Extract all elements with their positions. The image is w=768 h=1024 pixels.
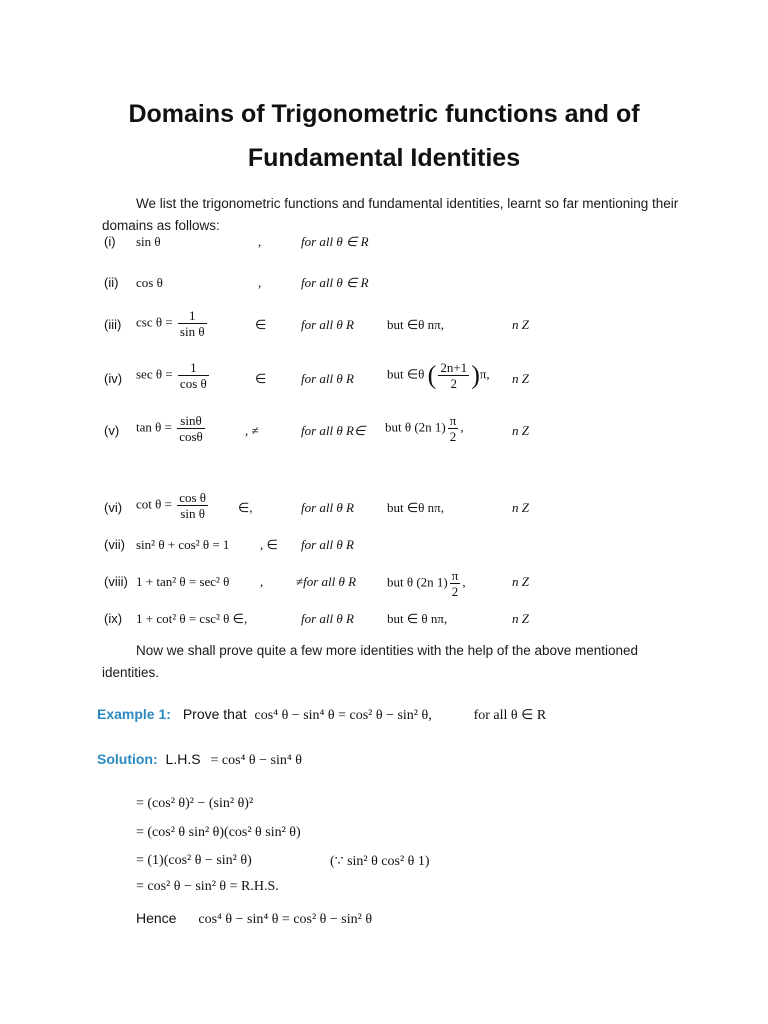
solution-step: = (cos² θ)² − (sin² θ)²	[136, 796, 254, 811]
item-symbol: ,	[258, 234, 262, 249]
item-number: (vi)	[104, 500, 123, 515]
item-domain: ≠for all θ R	[296, 574, 357, 589]
item-number: (ii)	[104, 275, 119, 290]
item-symbol: ∈,	[238, 500, 253, 515]
fraction	[178, 308, 207, 339]
list-item	[100, 234, 700, 274]
fraction	[438, 360, 469, 391]
item-exception-tail: ,	[462, 574, 466, 590]
title-line-2: Fundamental Identities	[247, 144, 521, 172]
intro-paragraph	[102, 193, 682, 237]
item-number: (v)	[104, 423, 120, 438]
close-paren: )	[471, 360, 480, 390]
item-expression: sin² θ + cos² θ = 1	[136, 537, 230, 552]
hence-label: Hence	[136, 910, 177, 926]
fraction-denominator: 2	[451, 584, 459, 599]
intro-text: We list the trigonometric functions and fundamental identities, learnt so far mentioning their domains as follows:	[102, 196, 679, 233]
example-prove-text: Prove that	[182, 706, 247, 722]
fraction-numerator: π	[449, 413, 457, 428]
paragraph-text: Now we shall prove quite a few more identities with the help of the above mentioned identities.	[102, 643, 639, 680]
conclusion	[136, 910, 372, 928]
item-number: (iv)	[104, 371, 123, 386]
item-exception: but ∈θ nπ,	[387, 500, 444, 515]
item-exception: but ∈θ nπ,	[387, 317, 444, 332]
example-statement: cos⁴ θ − sin⁴ θ = cos² θ − sin² θ,	[254, 708, 432, 723]
fraction-numerator: 1	[178, 360, 209, 376]
example-condition: for all θ ∈ R	[473, 708, 547, 723]
body-paragraph	[102, 640, 682, 684]
item-integer-condition: n Z	[512, 317, 529, 332]
list-item	[100, 413, 700, 453]
item-number: (iii)	[104, 317, 122, 332]
item-exception: but θ (2n 1)	[385, 419, 446, 435]
fraction-numerator: π	[451, 568, 459, 583]
item-expression: sec θ =	[136, 366, 173, 382]
item-domain: for all θ R	[301, 537, 354, 552]
solution-step: = (cos² θ sin² θ)(cos² θ sin² θ)	[136, 825, 301, 840]
fraction-numerator: cos θ	[179, 490, 207, 505]
item-number: (ix)	[104, 611, 123, 626]
item-expression: cos θ	[136, 275, 163, 290]
lhs-label: L.H.S	[165, 751, 201, 767]
item-integer-condition: n Z	[512, 371, 529, 386]
item-exception: but ∈θ	[387, 366, 425, 382]
title-line-1: Domains of Trigonometric functions and of	[128, 100, 640, 128]
item-expression: cot θ =	[136, 496, 172, 512]
fraction-denominator: cos θ	[179, 376, 207, 391]
fraction-numerator: 2n+1	[440, 360, 468, 375]
item-exception-tail: ,	[460, 419, 464, 435]
list-item	[100, 568, 700, 608]
list-item	[100, 360, 700, 400]
list-item	[100, 308, 700, 348]
item-exception-tail: π,	[479, 366, 490, 382]
fraction	[178, 360, 209, 391]
fraction-numerator: sinθ	[177, 413, 205, 429]
item-symbol: ∈	[255, 317, 267, 332]
item-expression: sin θ	[136, 234, 161, 249]
item-domain: for all θ ∈ R	[301, 275, 369, 290]
example-heading	[97, 706, 697, 724]
example-label: Example 1:	[97, 706, 171, 722]
open-paren: (	[427, 360, 437, 390]
page-title	[60, 92, 708, 180]
fraction-denominator: 2	[449, 429, 457, 444]
item-integer-condition: n Z	[512, 611, 529, 626]
solution-label: Solution:	[97, 751, 158, 767]
solution-step: = (1)(cos² θ − sin² θ)	[136, 853, 252, 868]
item-expression: tan θ =	[136, 419, 172, 435]
item-symbol: ∈	[255, 371, 267, 386]
item-domain: for all θ R	[301, 611, 354, 626]
item-expression: csc θ =	[136, 314, 173, 330]
item-integer-condition: n Z	[512, 423, 529, 438]
item-exception: but θ (2n 1)	[387, 574, 448, 590]
item-integer-condition: n Z	[512, 574, 529, 589]
item-expression: 1 + tan² θ = sec² θ	[136, 574, 230, 589]
fraction-denominator: sin θ	[179, 324, 205, 339]
solution-step: = cos² θ − sin² θ = R.H.S.	[136, 879, 279, 894]
fraction	[450, 568, 461, 599]
item-domain: for all θ R∈	[301, 423, 366, 438]
fraction-denominator: 2	[450, 376, 458, 391]
item-integer-condition: n Z	[512, 500, 529, 515]
item-expression: 1 + cot² θ = csc² θ ∈,	[136, 611, 248, 626]
fraction-numerator: 1	[178, 308, 207, 324]
list-item	[100, 490, 700, 530]
item-domain: for all θ R	[301, 500, 354, 515]
fraction-denominator: cosθ	[179, 429, 203, 444]
item-exception: but ∈ θ nπ,	[387, 611, 448, 626]
item-symbol: , ≠	[245, 423, 259, 438]
item-number: (vii)	[104, 537, 125, 552]
fraction	[177, 490, 208, 521]
item-symbol: ,	[260, 574, 264, 589]
item-symbol: ,	[258, 275, 262, 290]
fraction	[448, 413, 459, 444]
fraction-denominator: sin θ	[180, 506, 205, 521]
item-domain: for all θ R	[301, 317, 354, 332]
solution-reason: (∵ sin² θ cos² θ 1)	[330, 854, 430, 869]
item-domain: for all θ R	[301, 371, 354, 386]
item-symbol: , ∈	[260, 537, 278, 552]
lhs-expression: = cos⁴ θ − sin⁴ θ	[210, 753, 302, 768]
solution-heading	[97, 751, 697, 769]
item-number: (i)	[104, 234, 116, 249]
item-domain: for all θ ∈ R	[301, 234, 369, 249]
item-number: (viii)	[104, 574, 128, 589]
hence-expression: cos⁴ θ − sin⁴ θ = cos² θ − sin² θ	[198, 912, 373, 927]
fraction	[177, 413, 205, 444]
